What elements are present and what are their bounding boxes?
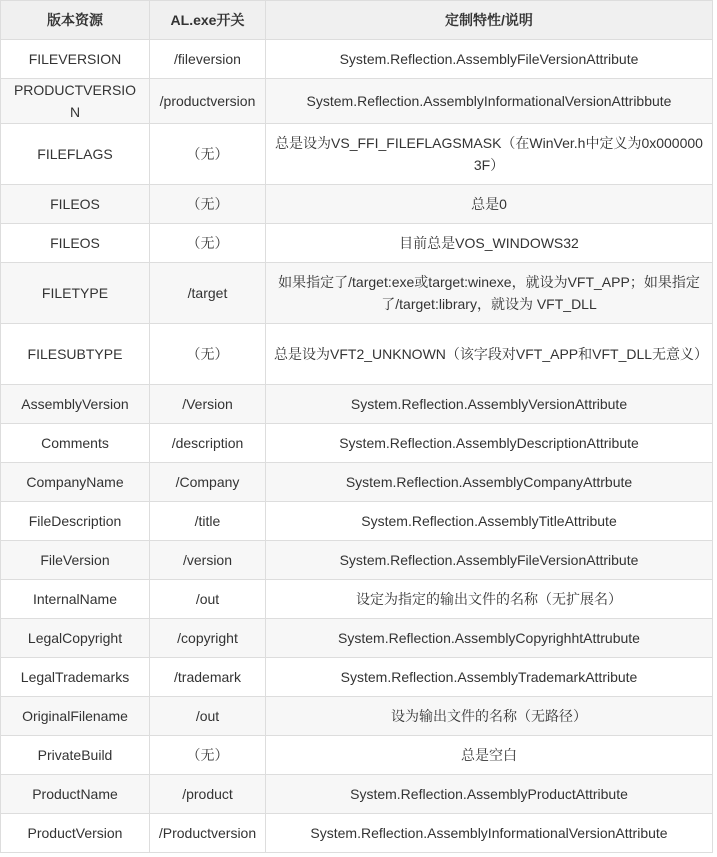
- cell-switch: （无）: [150, 124, 266, 185]
- cell-switch: /productversion: [150, 79, 266, 124]
- cell-resource: FILETYPE: [1, 263, 150, 324]
- header-custom-attribute: 定制特性/说明: [266, 1, 713, 40]
- cell-resource: LegalTrademarks: [1, 658, 150, 697]
- cell-description: System.Reflection.AssemblyCopyrighhtAttrubute: [266, 619, 713, 658]
- table-row: [1, 619, 713, 658]
- cell-resource: FileVersion: [1, 541, 150, 580]
- cell-description: System.Reflection.AssemblyInformationalVersionAttribute: [266, 814, 713, 853]
- cell-description: System.Reflection.AssemblyTrademarkAttribute: [266, 658, 713, 697]
- cell-description: System.Reflection.AssemblyTitleAttribute: [266, 502, 713, 541]
- header-row: [1, 1, 713, 40]
- cell-switch: /description: [150, 424, 266, 463]
- table-row: [1, 580, 713, 619]
- cell-resource: FileDescription: [1, 502, 150, 541]
- cell-resource: AssemblyVersion: [1, 385, 150, 424]
- cell-switch: /Version: [150, 385, 266, 424]
- cell-switch: /Productversion: [150, 814, 266, 853]
- cell-resource: ProductVersion: [1, 814, 150, 853]
- cell-description: 总是0: [266, 185, 713, 224]
- table-row: [1, 40, 713, 79]
- table-row: [1, 385, 713, 424]
- header-al-exe-switch: AL.exe开关: [150, 1, 266, 40]
- cell-resource: FILEFLAGS: [1, 124, 150, 185]
- cell-description: 目前总是VOS_WINDOWS32: [266, 224, 713, 263]
- cell-description: System.Reflection.AssemblyFileVersionAttribute: [266, 40, 713, 79]
- cell-switch: （无）: [150, 185, 266, 224]
- table-row: [1, 424, 713, 463]
- cell-switch: （无）: [150, 324, 266, 385]
- cell-switch: （无）: [150, 736, 266, 775]
- cell-description: 如果指定了/target:exe或target:winexe，就设为VFT_APP；如果指定了/target:library，就设为 VFT_DLL: [266, 263, 713, 324]
- cell-resource: FILEOS: [1, 224, 150, 263]
- cell-description: 设定为指定的输出文件的名称（无扩展名）: [266, 580, 713, 619]
- cell-description: 总是空白: [266, 736, 713, 775]
- table-row: [1, 185, 713, 224]
- table-row: [1, 224, 713, 263]
- cell-resource: LegalCopyright: [1, 619, 150, 658]
- cell-switch: /Company: [150, 463, 266, 502]
- table-row: [1, 775, 713, 814]
- table-row: [1, 124, 713, 185]
- table-row: [1, 814, 713, 853]
- table-row: [1, 263, 713, 324]
- table-header: [1, 1, 713, 40]
- cell-description: System.Reflection.AssemblyInformationalVersionAttribbute: [266, 79, 713, 124]
- cell-description: 总是设为VFT2_UNKNOWN（该字段对VFT_APP和VFT_DLL无意义）: [266, 324, 713, 385]
- cell-switch: /fileversion: [150, 40, 266, 79]
- table-row: [1, 697, 713, 736]
- table-row: [1, 502, 713, 541]
- cell-description: 设为输出文件的名称（无路径）: [266, 697, 713, 736]
- table-row: [1, 736, 713, 775]
- cell-resource: CompanyName: [1, 463, 150, 502]
- cell-switch: /trademark: [150, 658, 266, 697]
- cell-switch: /copyright: [150, 619, 266, 658]
- cell-description: System.Reflection.AssemblyCompanyAttrbute: [266, 463, 713, 502]
- cell-resource: ProductName: [1, 775, 150, 814]
- cell-description: System.Reflection.AssemblyProductAttribute: [266, 775, 713, 814]
- cell-switch: /title: [150, 502, 266, 541]
- cell-resource: PRODUCTVERSION: [1, 79, 150, 124]
- table-row: [1, 541, 713, 580]
- cell-resource: Comments: [1, 424, 150, 463]
- header-version-resource: 版本资源: [1, 1, 150, 40]
- cell-switch: /target: [150, 263, 266, 324]
- cell-resource: PrivateBuild: [1, 736, 150, 775]
- cell-switch: （无）: [150, 224, 266, 263]
- table-row: [1, 79, 713, 124]
- cell-resource: FILEOS: [1, 185, 150, 224]
- cell-resource: FILEVERSION: [1, 40, 150, 79]
- table-row: [1, 324, 713, 385]
- cell-switch: /product: [150, 775, 266, 814]
- cell-description: System.Reflection.AssemblyFileVersionAttribute: [266, 541, 713, 580]
- cell-resource: OriginalFilename: [1, 697, 150, 736]
- cell-description: System.Reflection.AssemblyVersionAttribute: [266, 385, 713, 424]
- cell-resource: FILESUBTYPE: [1, 324, 150, 385]
- cell-description: System.Reflection.AssemblyDescriptionAttribute: [266, 424, 713, 463]
- cell-resource: InternalName: [1, 580, 150, 619]
- cell-switch: /out: [150, 697, 266, 736]
- cell-switch: /version: [150, 541, 266, 580]
- table-row: [1, 463, 713, 502]
- cell-switch: /out: [150, 580, 266, 619]
- table-row: [1, 658, 713, 697]
- table-body: [1, 40, 713, 853]
- cell-description: 总是设为VS_FFI_FILEFLAGSMASK（在WinVer.h中定义为0x0000003F）: [266, 124, 713, 185]
